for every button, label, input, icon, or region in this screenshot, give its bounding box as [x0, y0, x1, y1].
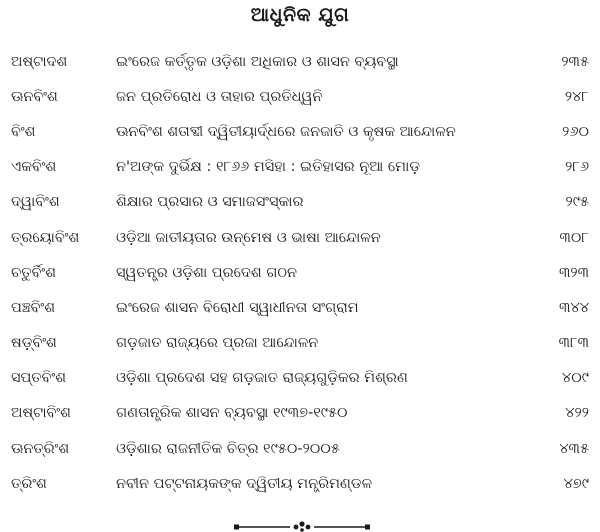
page-number: ୪୭୯	[563, 475, 589, 492]
toc-row-30	[0, 466, 600, 501]
toc-row-26	[0, 326, 600, 361]
page-number: ୪୦୯	[562, 370, 589, 387]
chapter-title: ଇଂରେଜ ଶାସନ ବିରୋଧୀ ସ୍ୱାଧୀନତା ସଂଗ୍ରାମ	[116, 299, 359, 316]
chapter-title: ଜନ ପ୍ରତିରୋଧ ଓ ତାହାର ପ୍ରତିଧ୍ୱନି	[116, 88, 323, 105]
page-number: ୪୨୨	[565, 405, 589, 422]
page-number: ୨୪୮	[564, 88, 589, 105]
chapter-number: ଅଷ୍ଟାବିଂଶ	[11, 405, 71, 422]
toc-row-19	[0, 79, 600, 114]
toc-row-23	[0, 220, 600, 255]
chapter-number: ଷଡ଼୍‌ବିଂଶ	[11, 334, 57, 351]
page-number: ୨୩୫	[561, 53, 589, 70]
table-of-contents	[0, 44, 600, 501]
toc-row-29	[0, 431, 600, 466]
page-number: ୨୮୬	[565, 158, 589, 175]
chapter-number: ଊନତ୍ରିଂଶ	[11, 440, 70, 457]
toc-row-21	[0, 150, 600, 185]
toc-row-27	[0, 361, 600, 396]
chapter-title: ଊନବିଂଶ ଶତାବ୍ଦୀ ଦ୍ୱିତୀୟାର୍ଦ୍ଧରେ ଜନଜାତି ଓ କୃଷକ ଆନ୍ଦୋଳନ	[116, 123, 456, 140]
toc-row-24	[0, 255, 600, 290]
chapter-number: ବିଂଶ	[11, 123, 36, 140]
toc-row-22	[0, 185, 600, 220]
page-number: ୩୮୩	[558, 334, 589, 351]
page-number: ୨୯୫	[565, 194, 589, 211]
chapter-title: ଓଡ଼ିଶାର ରାଜନୀତିକ ଚିତ୍ର ୧୯୫୦-୨୦୦୫	[116, 440, 340, 457]
chapter-number: ପଞ୍ଚବିଂଶ	[11, 299, 55, 316]
chapter-number: ଅଷ୍ଟାଦଶ	[11, 53, 68, 70]
chapter-title: ସ୍ୱତନ୍ତ୍ର ଓଡ଼ିଶା ପ୍ରଦେଶ ଗଠନ	[116, 264, 298, 281]
chapter-title: ଓଡ଼ିଆ ଜାତୀୟତାର ଉନ୍ମେଷ ଓ ଭାଷା ଆନ୍ଦୋଳନ	[116, 229, 381, 246]
chapter-title: ନ'ଅଙ୍କ ଦୁର୍ଭିକ୍ଷ : ୧୮୬୬ ମସିହା : ଇତିହାସର ନୂଆ ମୋଡ଼	[116, 158, 421, 175]
toc-row-28	[0, 396, 600, 431]
chapter-title: ଶିକ୍ଷାର ପ୍ରସାର ଓ ସମାଜସଂସ୍କାର	[116, 194, 304, 211]
chapter-title: ଓଡ଼ିଶା ପ୍ରଦେଶ ସହ ଗଡ଼ଜାତ ରାଜ୍ୟଗୁଡ଼ିକର ମିଶ୍ରଣ	[116, 370, 408, 387]
chapter-number: ତ୍ରୟୋବିଂଶ	[11, 229, 80, 246]
toc-row-18	[0, 44, 600, 79]
chapter-number: ଚତୁର୍ବିଂଶ	[11, 264, 57, 281]
page-number: ୪୩୫	[559, 440, 589, 457]
chapter-number: ଊନବିଂଶ	[11, 88, 58, 105]
chapter-title: ଗଣତାନ୍ତ୍ରିକ ଶାସନ ବ୍ୟବସ୍ଥା ୧୯୩୭-୧୯୫୦	[116, 405, 348, 422]
decorative-ornament	[232, 521, 372, 532]
chapter-number: ଏକବିଂଶ	[11, 158, 57, 175]
chapter-number: ସପ୍ତବିଂଶ	[11, 370, 67, 387]
chapter-title: ଗଡ଼ଜାତ ରାଜ୍ୟରେ ପ୍ରଜା ଆନ୍ଦୋଳନ	[116, 334, 319, 351]
page-number: ୩୨୩	[558, 264, 589, 281]
chapter-number: ଦ୍ୱାବିଂଶ	[11, 194, 60, 211]
toc-row-20	[0, 114, 600, 149]
chapter-number: ତ୍ରିଂଶ	[11, 475, 47, 492]
chapter-title: ନବୀନ ପଟ୍ଟନାୟକଙ୍କ ଦ୍ୱିତୀୟ ମନ୍ତ୍ରିମଣ୍ଡଳ	[116, 475, 373, 492]
page-number: ୩୦୮	[559, 229, 589, 246]
page-number: ୩୪୪	[559, 299, 589, 316]
toc-row-25	[0, 290, 600, 325]
page-number: ୨୬୦	[562, 123, 589, 140]
page-title: ଆଧୁନିକ ଯୁଗ	[250, 4, 350, 26]
chapter-title: ଇଂରେଜ କର୍ତ୍ତୃକ ଓଡ଼ିଶା ଅଧିକାର ଓ ଶାସନ ବ୍ୟବସ୍ଥା	[116, 53, 399, 70]
